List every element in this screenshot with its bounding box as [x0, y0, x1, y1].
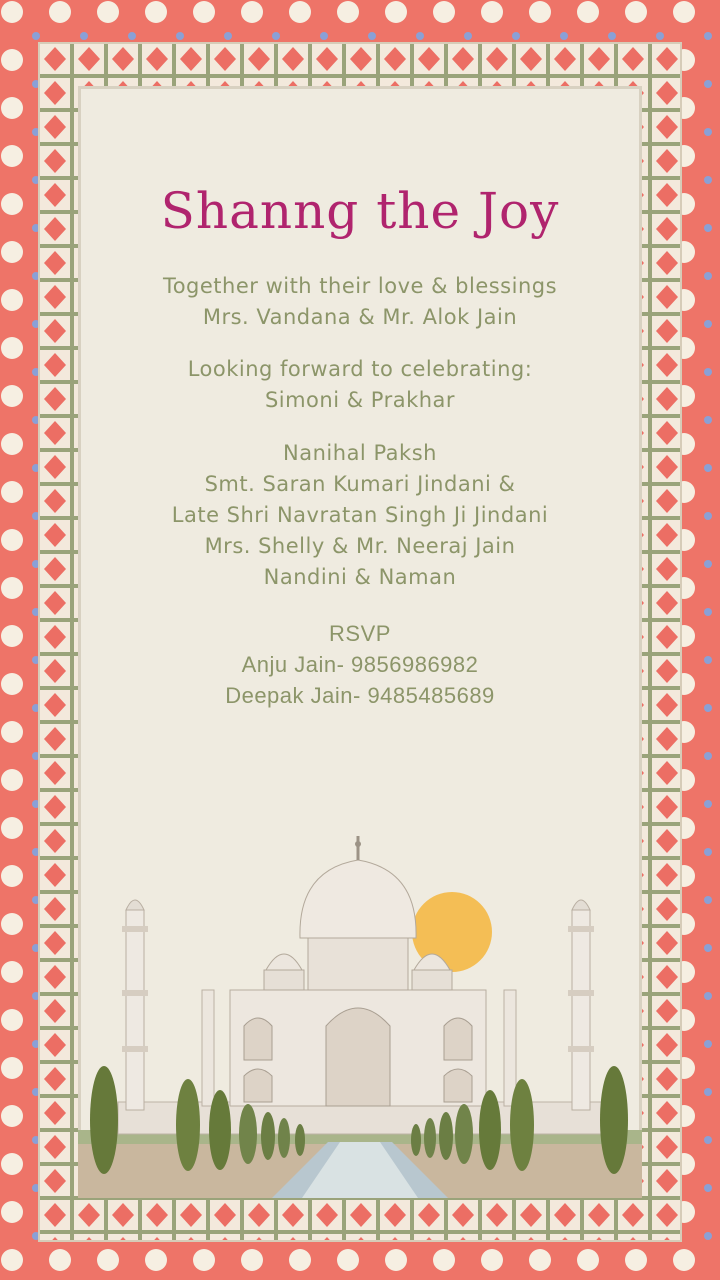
couple-names: Simoni & Prakhar: [264, 388, 456, 412]
nanihal-line: Late Shri Navratan Singh Ji Jindani: [171, 503, 549, 527]
nanihal-line: Nandini & Naman: [263, 565, 457, 589]
rsvp-heading: RSVP: [329, 621, 391, 646]
rsvp-contact: Anju Jain- 9856986982: [241, 652, 479, 677]
nanihal-heading: Nanihal Paksh: [283, 441, 437, 465]
rsvp-contact: Deepak Jain- 9485485689: [225, 683, 495, 708]
celebrating-intro: Looking forward to celebrating:: [187, 357, 533, 381]
invitation-title: Shanng the Joy: [160, 182, 560, 240]
hosts-intro: Together with their love & blessings: [162, 274, 558, 298]
nanihal-line: Mrs. Shelly & Mr. Neeraj Jain: [204, 534, 516, 558]
nanihal-line: Smt. Saran Kumari Jindani &: [204, 472, 516, 496]
hosts-names: Mrs. Vandana & Mr. Alok Jain: [202, 305, 518, 329]
taj-mahal-illustration: [78, 830, 642, 1198]
